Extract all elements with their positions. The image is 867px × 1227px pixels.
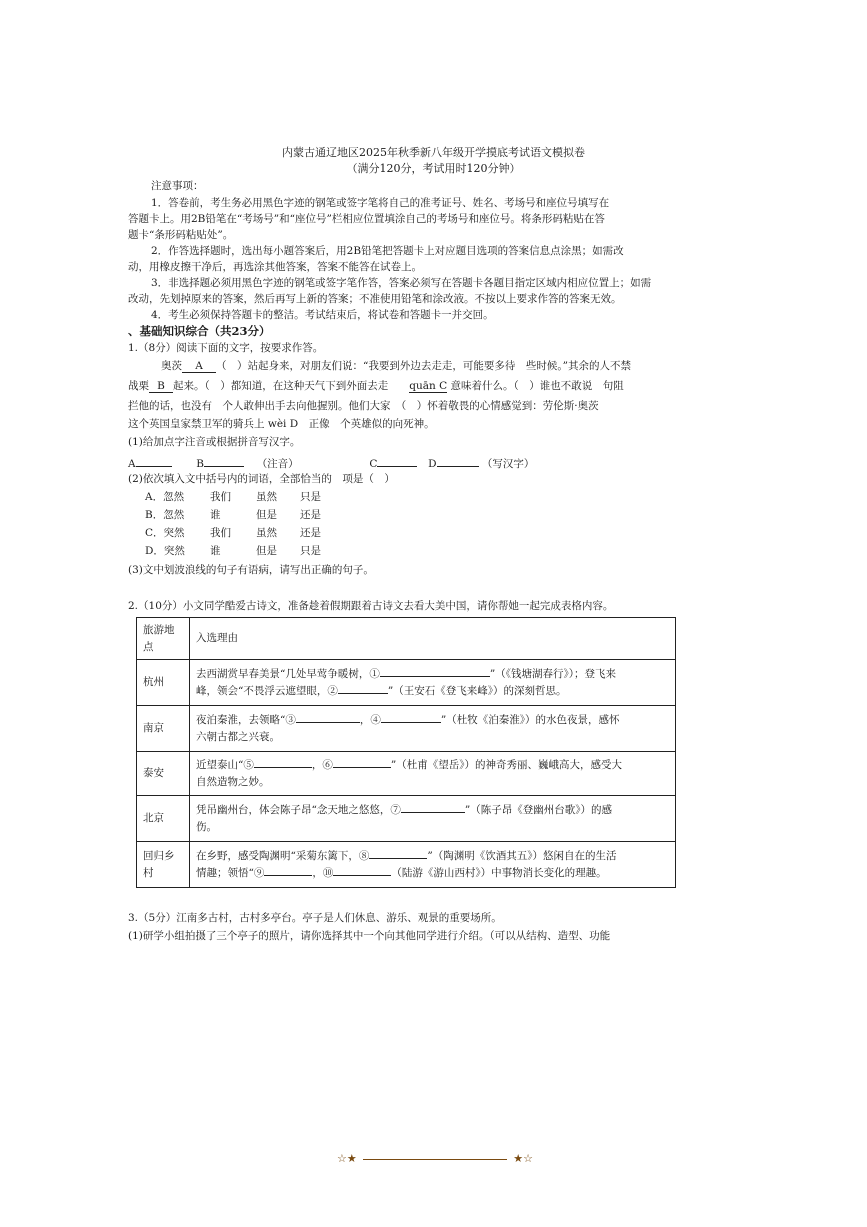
- city-cell: 杭州: [137, 660, 190, 706]
- question-1-head: 1.（8分）阅读下面的文字，按要求作答。: [128, 342, 324, 354]
- mark-b: B: [149, 381, 173, 393]
- divider: [363, 1159, 507, 1160]
- option-row: B．忽然 谁 但是 还是: [145, 509, 321, 521]
- table-row: [137, 752, 676, 796]
- city-cell: 回归乡村: [137, 842, 190, 888]
- q1-passage-line: 这个英国皇家禁卫军的骑兵上 wèi D 正像 个英雄似的向死神。: [128, 418, 435, 430]
- exam-title: 内蒙古通辽地区2025年秋季新八年级开学摸底考试语文模拟卷: [282, 146, 585, 159]
- table-row: [137, 660, 676, 706]
- note-line: 题卡“条形码粘贴处”。: [128, 229, 234, 241]
- city-cell: 北京: [137, 796, 190, 842]
- city-cell: 南京: [137, 706, 190, 752]
- note-line: 2．作答选择题时，选出每小题答案后，用2B铅笔把答题卡上对应题目选项的答案信息点涂黑；如需改: [151, 245, 624, 257]
- city-cell: 泰安: [137, 752, 190, 796]
- note-line: 1．答卷前，考生务必用黑色字迹的钢笔或签字笔将自己的准考证号、姓名、考场号和座位号填写在: [151, 197, 610, 209]
- q1-sub-3: (3)文中划波浪线的句子有语病，请写出正确的句子。: [128, 564, 374, 576]
- note-line: 答题卡上。用2B铅笔在“考场号”和“座位号”栏相应位置填涂自己的考场号和座位号。将条形码粘贴在答: [128, 213, 605, 225]
- q1-sub-2: (2)依次填入文中括号内的词语，全部恰当的 项是（ ）: [128, 473, 395, 485]
- table-header-cell: 旅游地点: [137, 618, 190, 660]
- option-row: D．突然 谁 但是 只是: [145, 545, 321, 557]
- table-header-row: [137, 618, 676, 660]
- notes-heading: 注意事项：: [151, 180, 204, 192]
- option-row: A．忽然 我们 虽然 只是: [145, 491, 321, 503]
- table-header-cell: 入选理由: [190, 618, 676, 660]
- q1-passage-line: 奥茨 A （ ）站起身来，对朋友们说：“我要到外边去走走，可能要多待 些时候。”其余的人不禁: [161, 360, 631, 372]
- note-line: 4．考生必须保持答题卡的整洁。考试结束后，将试卷和答题卡一并交回。: [151, 309, 494, 321]
- section-heading: 、基础知识综合（共23分）: [128, 324, 271, 338]
- star-icon: ★☆: [513, 1152, 533, 1165]
- reason-cell: 去西湖赏早春美景“几处早莺争暖树，① ”（《钱塘湖春行》）；登飞来 峰，领会“不畏浮云遮望眼，② ”（王安石《登飞来峰》）的深刻哲思。: [190, 660, 676, 706]
- note-line: 动，用橡皮擦干净后，再选涂其他答案，答案不能答在试卷上。: [128, 261, 422, 273]
- reason-cell: 近望泰山“⑤ ，⑥ ”（杜甫《望岳》）的神奇秀丽、巍峨高大，感受大 自然造物之妙。: [190, 752, 676, 796]
- travel-table: [136, 617, 676, 888]
- q3-sub-1: (1)研学小组拍摄了三个亭子的照片，请你选择其中一个向其他同学进行介绍。（可以从结构、造型、功能: [128, 930, 611, 942]
- note-line: 改动，先划掉原来的答案，然后再写上新的答案；不准使用铅笔和涂改液。不按以上要求作答的答案无效。: [128, 293, 622, 305]
- question-3-head: 3.（5分）江南多古村，古村多亭台。亭子是人们休息、游乐、观景的重要场所。: [128, 912, 502, 924]
- q1-sub-1-blanks: A B （注音） C D （写汉字）: [128, 458, 535, 470]
- page-footer-ornament: [337, 1153, 533, 1167]
- mark-a: A: [182, 361, 216, 373]
- exam-subtitle: （满分120分，考试用时120分钟）: [346, 162, 521, 175]
- table-row: [137, 706, 676, 752]
- table-row: [137, 842, 676, 888]
- question-2-head: 2.（10分）小文同学酷爱古诗文，准备趁着假期跟着古诗文去看大美中国，请你帮她一起完成表格内容。: [128, 600, 614, 612]
- option-row: C．突然 我们 虽然 还是: [145, 527, 321, 539]
- reason-cell: 夜泊秦淮，去领略“③ ，④ ”（杜牧《泊秦淮》）的水色夜景，感怀 六朝古都之兴衰。: [190, 706, 676, 752]
- q1-sub-1: (1)给加点字注音或根据拼音写汉字。: [128, 436, 301, 448]
- pinyin-c: quān C: [409, 380, 448, 392]
- reason-cell: 在乡野，感受陶渊明“采菊东篱下，⑧ ”（陶渊明《饮酒其五》）悠闲自在的生活 情趣；领悟“⑨ ，⑩ （陆游《游山西村》）中事物消长变化的理趣。: [190, 842, 676, 888]
- reason-cell: 凭吊幽州台，体会陈子昂“念天地之悠悠，⑦ ”（陈子昂《登幽州台歌》）的感 伤。: [190, 796, 676, 842]
- note-line: 3．非选择题必须用黑色字迹的钢笔或签字笔作答，答案必须写在答题卡各题目指定区域内相应位置上；如需: [151, 277, 652, 289]
- table-row: [137, 796, 676, 842]
- q1-passage-line: 拦他的话，也没有 个人敢伸出手去向他握别。他们大家 （ ）怀着敬畏的心情感觉到：劳伦斯·奥茨: [128, 400, 599, 412]
- star-icon: ☆★: [337, 1152, 357, 1165]
- q1-passage-line: 战栗 B 起来。（ ）都知道，在这种天气下到外面去走 quān C 意味着什么。（ ）谁也不敢说 句阻: [128, 380, 624, 392]
